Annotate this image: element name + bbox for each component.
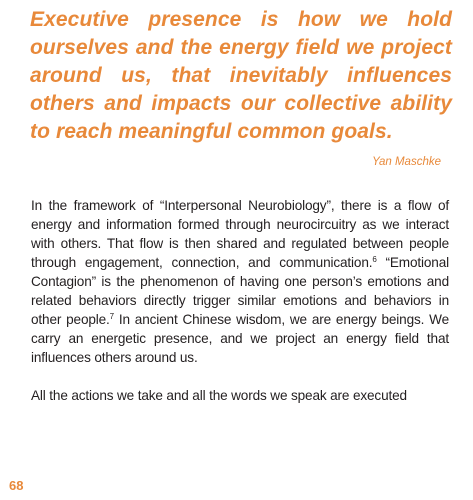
body-text [31, 196, 449, 424]
paragraph-actions: All the actions we take and all the words we speak are executed [31, 388, 407, 403]
pull-quote: Executive presence is how we hold ourselves and the energy field we project around us, that inevitably influences others and impacts our collective ability to reach meaningful common goals. [30, 8, 452, 143]
paragraph-text: “Emotional Contagion” is the phenomenon of having one person’s emotions and related behaviors directly trigger similar emotions and behaviors in other people. [31, 255, 449, 327]
footnote-marker[interactable]: 6 [372, 255, 377, 264]
paragraph-text: In the framework of “Interpersonal Neurobiology”, there is a flow of energy and information formed through neurocircuitry as we interact with others. That flow is then shared and regulated between people through engagement, connection, and communication. [31, 198, 449, 270]
paragraph-text: In ancient Chinese wisdom, we are energy beings. We carry an energetic presence, and we project an energy field that influences others around us. [31, 312, 449, 365]
paragraph-interpersonal-neurobiology [31, 196, 449, 367]
quote-attribution: Yan Maschke [372, 156, 441, 168]
footnote-marker[interactable]: 7 [109, 312, 114, 321]
page-number: 68 [9, 478, 24, 493]
